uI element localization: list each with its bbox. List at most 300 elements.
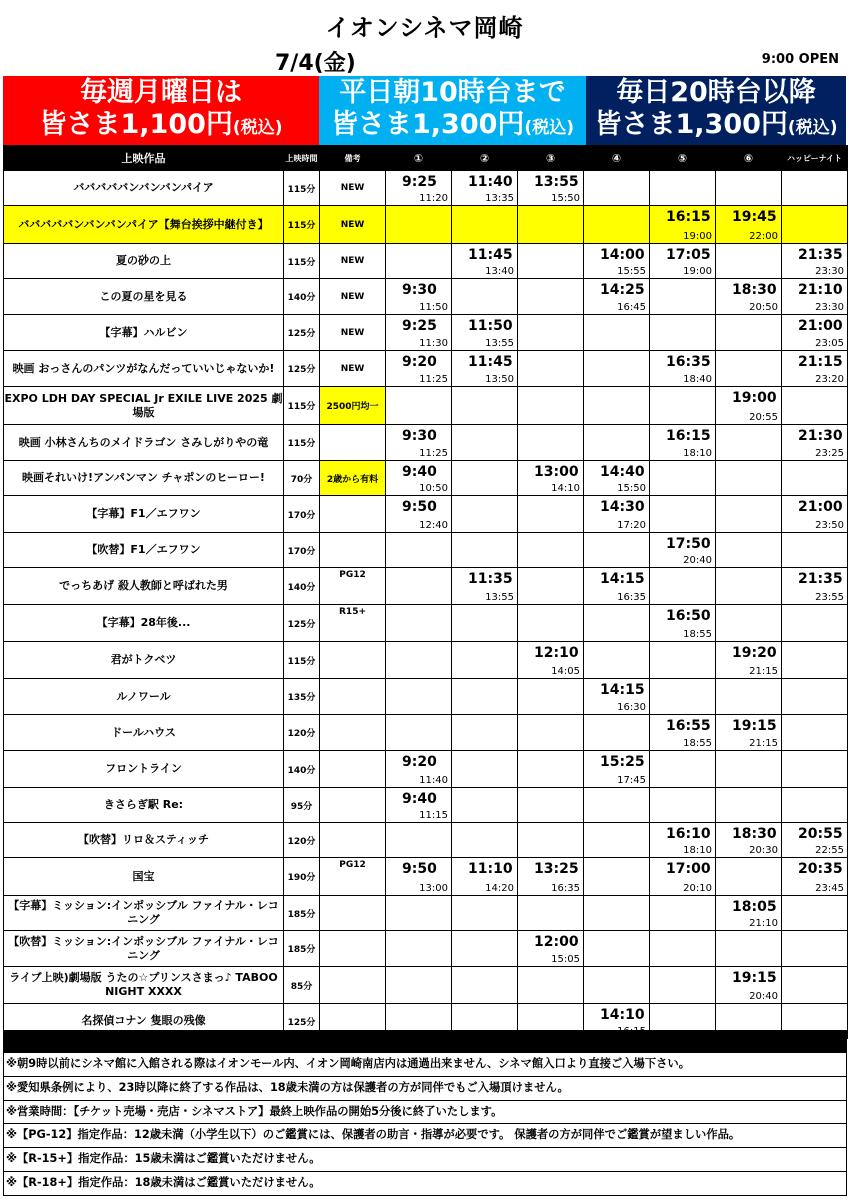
showtime-cell[interactable]: [386, 461, 452, 496]
start-time: 16:55: [666, 718, 711, 734]
showtime-cell: [518, 387, 584, 425]
start-time: 9:30: [402, 428, 437, 444]
movie-duration: 125分: [284, 351, 320, 387]
showtime-cell: [584, 351, 650, 387]
end-time: 13:35: [485, 193, 514, 204]
banner-line1: 平日朝10時台まで: [339, 77, 566, 108]
showtime-cell[interactable]: [716, 823, 782, 858]
page-title: イオンシネマ岡崎: [325, 14, 524, 42]
showtime-cell: [716, 461, 782, 496]
col-header-slot-3: ③: [518, 146, 584, 171]
end-time: 18:55: [683, 738, 712, 749]
movie-title: 【字幕】F1／エフワン: [4, 496, 284, 533]
showtime-cell: [782, 788, 848, 823]
movie-note: NEW: [320, 206, 386, 244]
showtime-cell: [386, 206, 452, 244]
end-time: 19:00: [683, 266, 712, 277]
end-time: 23:30: [815, 302, 844, 313]
showtime-cell: [716, 351, 782, 387]
end-time: 14:10: [551, 483, 580, 494]
movie-note: [320, 425, 386, 461]
showtime-cell: [452, 788, 518, 823]
showtime-cell: [386, 715, 452, 751]
showtime-cell: [716, 605, 782, 642]
start-time: 9:20: [402, 354, 437, 370]
movie-note: [320, 679, 386, 715]
end-time: 20:40: [683, 555, 712, 566]
end-time: 11:30: [419, 338, 448, 349]
banner-price: 皆さま1,300円: [594, 109, 788, 140]
start-time: 14:40: [600, 464, 645, 480]
showtime-cell: [716, 315, 782, 351]
showtime-cell: [782, 533, 848, 568]
showtime-cell: [782, 642, 848, 679]
movie-duration: 115分: [284, 425, 320, 461]
showtime-cell[interactable]: [650, 823, 716, 858]
table-row: [4, 605, 848, 642]
showtime-cell: [584, 896, 650, 931]
start-time: 18:30: [732, 282, 777, 298]
movie-duration: 115分: [284, 244, 320, 279]
movie-duration: 185分: [284, 896, 320, 931]
movie-title: 【字幕】ミッション:インポッシブル ファイナル・レコニング: [4, 896, 284, 931]
table-row: [4, 496, 848, 533]
showtime-cell: [386, 533, 452, 568]
movie-duration: 85分: [284, 967, 320, 1004]
showtime-cell[interactable]: [452, 568, 518, 605]
showtime-cell: [782, 605, 848, 642]
movie-duration: 140分: [284, 751, 320, 788]
evening-price-banner: [586, 76, 846, 145]
showtime-cell[interactable]: [518, 931, 584, 967]
movie-title: ライブ上映)劇場版 うたの☆プリンスさまっ♪ TABOO NIGHT XXXX: [4, 967, 284, 1004]
start-time: 19:15: [732, 970, 777, 986]
banner-price: 皆さま1,300円: [331, 109, 525, 140]
movie-note: [320, 788, 386, 823]
end-time: 16:45: [617, 302, 646, 313]
start-time: 14:30: [600, 499, 645, 515]
end-time: 15:05: [551, 954, 580, 965]
start-time: 15:25: [600, 754, 645, 770]
showtime-cell: [452, 279, 518, 315]
start-time: 19:15: [732, 718, 777, 734]
movie-duration: 115分: [284, 387, 320, 425]
showtime-cell[interactable]: [650, 605, 716, 642]
end-time: 11:25: [419, 448, 448, 459]
movie-duration: 140分: [284, 568, 320, 605]
end-time: 22:00: [749, 231, 778, 242]
showtime-cell[interactable]: [782, 425, 848, 461]
end-time: 23:45: [815, 883, 844, 894]
end-time: 11:20: [419, 193, 448, 204]
end-time: 15:50: [551, 193, 580, 204]
end-time: 23:25: [815, 448, 844, 459]
showtime-cell: [650, 751, 716, 788]
showtime-cell: [650, 931, 716, 967]
showtime-cell[interactable]: [716, 642, 782, 679]
start-time: 19:20: [732, 645, 777, 661]
end-time: 19:00: [683, 231, 712, 242]
movie-title: 名探偵コナン 隻眼の残像: [4, 1004, 284, 1039]
showtime-cell[interactable]: [584, 496, 650, 533]
movie-duration: 120分: [284, 823, 320, 858]
showtime-cell: [452, 642, 518, 679]
showtime-cell[interactable]: [716, 967, 782, 1004]
start-time: 19:45: [732, 209, 777, 225]
movie-note: [320, 715, 386, 751]
start-time: 16:10: [666, 826, 711, 842]
showtime-cell[interactable]: [386, 858, 452, 896]
start-time: 11:35: [468, 571, 513, 587]
note-line: ※【R-15+】指定作品：15歳未満はご鑑賞いただけません。: [4, 1147, 846, 1171]
start-time: 16:50: [666, 608, 711, 624]
showtime-cell[interactable]: [782, 351, 848, 387]
col-header-note: 備考: [320, 146, 386, 171]
table-row: [4, 387, 848, 425]
movie-title: 映画 おっさんのパンツがなんだっていいじゃないか!: [4, 351, 284, 387]
table-row: [4, 715, 848, 751]
start-time: 16:15: [666, 209, 711, 225]
movie-note: NEW: [320, 171, 386, 206]
start-time: 13:25: [534, 861, 579, 877]
showtime-cell[interactable]: [584, 679, 650, 715]
showtime-cell: [518, 568, 584, 605]
showtime-cell: [452, 533, 518, 568]
price-banners: [3, 76, 846, 145]
banner-line2: [319, 109, 586, 144]
showtime-cell: [386, 568, 452, 605]
showtime-cell: [386, 896, 452, 931]
showtime-cell: [584, 533, 650, 568]
showtime-cell[interactable]: [584, 568, 650, 605]
showtime-cell: [452, 679, 518, 715]
showtime-cell: [518, 679, 584, 715]
showtime-cell[interactable]: [584, 461, 650, 496]
showtime-cell: [716, 679, 782, 715]
schedule-date: 7/4(金): [275, 51, 356, 76]
end-time: 13:40: [485, 266, 514, 277]
start-time: 12:10: [534, 645, 579, 661]
movie-title: 【吹替】リロ＆スティッチ: [4, 823, 284, 858]
showtime-cell: [584, 387, 650, 425]
showtime-cell: [452, 605, 518, 642]
movie-note: PG12: [320, 858, 386, 896]
movie-duration: 95分: [284, 788, 320, 823]
showtime-cell: [782, 387, 848, 425]
end-time: 16:35: [617, 592, 646, 603]
end-time: 10:50: [419, 483, 448, 494]
showtime-cell: [452, 823, 518, 858]
showtime-cell: [782, 751, 848, 788]
showtime-cell: [386, 823, 452, 858]
showtime-cell: [584, 171, 650, 206]
showtime-cell[interactable]: [650, 715, 716, 751]
showtime-cell[interactable]: [716, 387, 782, 425]
showtime-cell: [716, 858, 782, 896]
showtime-cell: [452, 206, 518, 244]
showtime-cell[interactable]: [782, 279, 848, 315]
showtime-cell[interactable]: [584, 279, 650, 315]
table-row: [4, 858, 848, 896]
movie-duration: 135分: [284, 679, 320, 715]
start-time: 21:15: [798, 354, 843, 370]
showtime-cell[interactable]: [386, 279, 452, 315]
showtime-cell: [518, 896, 584, 931]
start-time: 16:35: [666, 354, 711, 370]
start-time: 11:40: [468, 174, 513, 190]
start-time: 11:45: [468, 247, 513, 263]
start-time: 18:05: [732, 899, 777, 915]
start-time: 20:55: [798, 826, 843, 842]
showtime-cell[interactable]: [584, 751, 650, 788]
table-row: [4, 425, 848, 461]
banner-line1: 毎日20時台以降: [616, 77, 816, 108]
start-time: 9:50: [402, 861, 437, 877]
showtime-cell[interactable]: [386, 425, 452, 461]
showtime-cell: [518, 279, 584, 315]
end-time: 11:15: [419, 810, 448, 821]
showtime-cell[interactable]: [386, 496, 452, 533]
end-time: 14:20: [485, 883, 514, 894]
banner-line2: [3, 109, 319, 144]
showtime-cell[interactable]: [716, 715, 782, 751]
movie-duration: 125分: [284, 315, 320, 351]
showtime-cell[interactable]: [584, 244, 650, 279]
note-line: ※【PG-12】指定作品：12歳未満（小学生以下）のご鑑賞には、保護者の助言・指導が必要です。 保護者の方が同伴でご鑑賞が望ましい作品。: [4, 1123, 846, 1147]
start-time: 9:25: [402, 318, 437, 334]
footer-divider: [3, 1030, 847, 1052]
start-time: 21:10: [798, 282, 843, 298]
start-time: 20:35: [798, 861, 843, 877]
table-row: [4, 279, 848, 315]
start-time: 9:25: [402, 174, 437, 190]
movie-title: 【吹替】ミッション:インポッシブル ファイナル・レコニング: [4, 931, 284, 967]
start-time: 21:35: [798, 247, 843, 263]
table-row: [4, 568, 848, 605]
end-time: 11:40: [419, 775, 448, 786]
showtime-cell[interactable]: [518, 858, 584, 896]
start-time: 9:30: [402, 282, 437, 298]
movie-note: [320, 751, 386, 788]
start-time: 14:25: [600, 282, 645, 298]
movie-title: 夏の砂の上: [4, 244, 284, 279]
start-time: 13:00: [534, 464, 579, 480]
end-time: 20:40: [749, 991, 778, 1002]
showtime-cell: [782, 461, 848, 496]
end-time: 17:45: [617, 775, 646, 786]
showtime-cell: [518, 244, 584, 279]
showtime-cell: [452, 496, 518, 533]
movie-title: 映画 小林さんちのメイドラゴン さみしがりやの竜: [4, 425, 284, 461]
movie-note: NEW: [320, 279, 386, 315]
start-time: 21:00: [798, 499, 843, 515]
start-time: 17:05: [666, 247, 711, 263]
start-time: 19:00: [732, 390, 777, 406]
movie-title: フロントライン: [4, 751, 284, 788]
movie-title: バババババンバンバンパイア【舞台挨拶中継付き】: [4, 206, 284, 244]
movie-duration: 125分: [284, 605, 320, 642]
movie-note: PG12: [320, 568, 386, 605]
showtime-cell: [650, 642, 716, 679]
note-line: ※営業時間：【チケット売場・売店・シネマストア】最終上映作品の開始5分後に終了いたします。: [4, 1100, 846, 1124]
showtime-cell: [518, 967, 584, 1004]
movie-duration: 115分: [284, 206, 320, 244]
showtime-cell: [386, 967, 452, 1004]
showtime-cell: [782, 896, 848, 931]
showtime-cell: [386, 244, 452, 279]
showtime-cell: [386, 642, 452, 679]
end-time: 18:10: [683, 845, 712, 856]
end-time: 21:15: [749, 666, 778, 677]
showtime-cell: [782, 206, 848, 244]
showtime-cell[interactable]: [518, 642, 584, 679]
showtime-cell[interactable]: [650, 425, 716, 461]
showtime-cell[interactable]: [650, 206, 716, 244]
showtime-cell[interactable]: [386, 351, 452, 387]
movie-title: ドールハウス: [4, 715, 284, 751]
movie-note: [320, 931, 386, 967]
showtime-cell: [452, 715, 518, 751]
table-row: [4, 244, 848, 279]
showtime-cell: [386, 931, 452, 967]
showtime-cell[interactable]: [650, 533, 716, 568]
banner-line2: [586, 109, 846, 144]
showtime-cell: [650, 788, 716, 823]
showtime-cell: [716, 788, 782, 823]
showtime-cell[interactable]: [716, 279, 782, 315]
end-time: 22:55: [815, 845, 844, 856]
showtime-cell: [584, 715, 650, 751]
start-time: 21:35: [798, 571, 843, 587]
showtime-cell: [650, 171, 716, 206]
movie-note: [320, 642, 386, 679]
showtime-cell[interactable]: [386, 788, 452, 823]
showtime-cell[interactable]: [782, 568, 848, 605]
showtime-cell[interactable]: [716, 896, 782, 931]
start-time: 17:00: [666, 861, 711, 877]
showtime-cell[interactable]: [782, 823, 848, 858]
start-time: 11:50: [468, 318, 513, 334]
showtime-cell[interactable]: [452, 171, 518, 206]
banner-price: 皆さま1,100円: [39, 109, 233, 140]
showtime-cell: [518, 715, 584, 751]
start-time: 14:00: [600, 247, 645, 263]
showtime-cell[interactable]: [386, 171, 452, 206]
table-row: [4, 171, 848, 206]
end-time: 17:20: [617, 520, 646, 531]
movie-title: 国宝: [4, 858, 284, 896]
showtime-cell: [518, 751, 584, 788]
showtime-cell[interactable]: [650, 858, 716, 896]
showtime-cell[interactable]: [782, 315, 848, 351]
showtime-cell: [584, 206, 650, 244]
col-header-slot-5: ⑤: [650, 146, 716, 171]
movie-title: 【吹替】F1／エフワン: [4, 533, 284, 568]
showtime-cell: [584, 858, 650, 896]
movie-note: R15+: [320, 605, 386, 642]
start-time: 21:30: [798, 428, 843, 444]
end-time: 20:55: [749, 412, 778, 423]
showtime-cell[interactable]: [452, 315, 518, 351]
table-row: [4, 823, 848, 858]
movie-note: [320, 967, 386, 1004]
showtime-cell: [650, 315, 716, 351]
end-time: 13:50: [485, 374, 514, 385]
start-time: 9:20: [402, 754, 437, 770]
end-time: 16:30: [617, 702, 646, 713]
showtime-cell[interactable]: [452, 858, 518, 896]
col-header-slot-6: ⑥: [716, 146, 782, 171]
banner-tax: (税込): [524, 118, 574, 138]
showtime-cell[interactable]: [386, 751, 452, 788]
showtime-cell: [716, 533, 782, 568]
table-row: [4, 315, 848, 351]
showtime-cell[interactable]: [782, 858, 848, 896]
showtime-cell: [650, 679, 716, 715]
end-time: 23:55: [815, 592, 844, 603]
movie-title: 映画それいけ!アンパンマン チャポンのヒーロー!: [4, 461, 284, 496]
showtime-cell[interactable]: [782, 244, 848, 279]
table-row: [4, 642, 848, 679]
start-time: 11:10: [468, 861, 513, 877]
showtime-cell[interactable]: [782, 496, 848, 533]
movie-title: ルノワール: [4, 679, 284, 715]
showtime-cell: [452, 387, 518, 425]
showtime-cell: [716, 496, 782, 533]
movie-duration: 170分: [284, 496, 320, 533]
showtime-cell: [518, 605, 584, 642]
table-row: [4, 351, 848, 387]
showtime-cell: [782, 967, 848, 1004]
schedule-table: [3, 145, 848, 1039]
movie-duration: 70分: [284, 461, 320, 496]
movie-duration: 125分: [284, 1004, 320, 1039]
showtime-cell: [584, 315, 650, 351]
showtime-cell[interactable]: [386, 315, 452, 351]
movie-note: 2500円均一: [320, 387, 386, 425]
showtime-cell: [650, 496, 716, 533]
movie-note: NEW: [320, 315, 386, 351]
movie-title: きさらぎ駅 Re:: [4, 788, 284, 823]
showtime-cell: [716, 568, 782, 605]
showtime-cell: [452, 896, 518, 931]
start-time: 14:15: [600, 682, 645, 698]
movie-duration: 170分: [284, 533, 320, 568]
end-time: 15:50: [617, 483, 646, 494]
movie-duration: 190分: [284, 858, 320, 896]
banner-tax: (税込): [787, 118, 838, 138]
showtime-cell: [518, 206, 584, 244]
start-time: 9:50: [402, 499, 437, 515]
end-time: 13:55: [485, 592, 514, 603]
note-line: ※愛知県条例により、23時以降に終了する作品は、18歳未満の方は保護者の方が同伴でもご入場頂けません。: [4, 1076, 846, 1100]
end-time: 12:40: [419, 520, 448, 531]
showtime-cell[interactable]: [518, 171, 584, 206]
showtime-cell[interactable]: [518, 461, 584, 496]
showtime-cell[interactable]: [452, 351, 518, 387]
end-time: 23:30: [815, 266, 844, 277]
table-row: [4, 788, 848, 823]
showtime-cell[interactable]: [650, 244, 716, 279]
showtime-cell[interactable]: [452, 244, 518, 279]
showtime-cell[interactable]: [716, 206, 782, 244]
table-row: [4, 931, 848, 967]
showtime-cell[interactable]: [650, 351, 716, 387]
table-row: [4, 206, 848, 244]
movie-title: バババババンバンバンパイア: [4, 171, 284, 206]
end-time: 18:10: [683, 448, 712, 459]
movie-duration: 115分: [284, 171, 320, 206]
